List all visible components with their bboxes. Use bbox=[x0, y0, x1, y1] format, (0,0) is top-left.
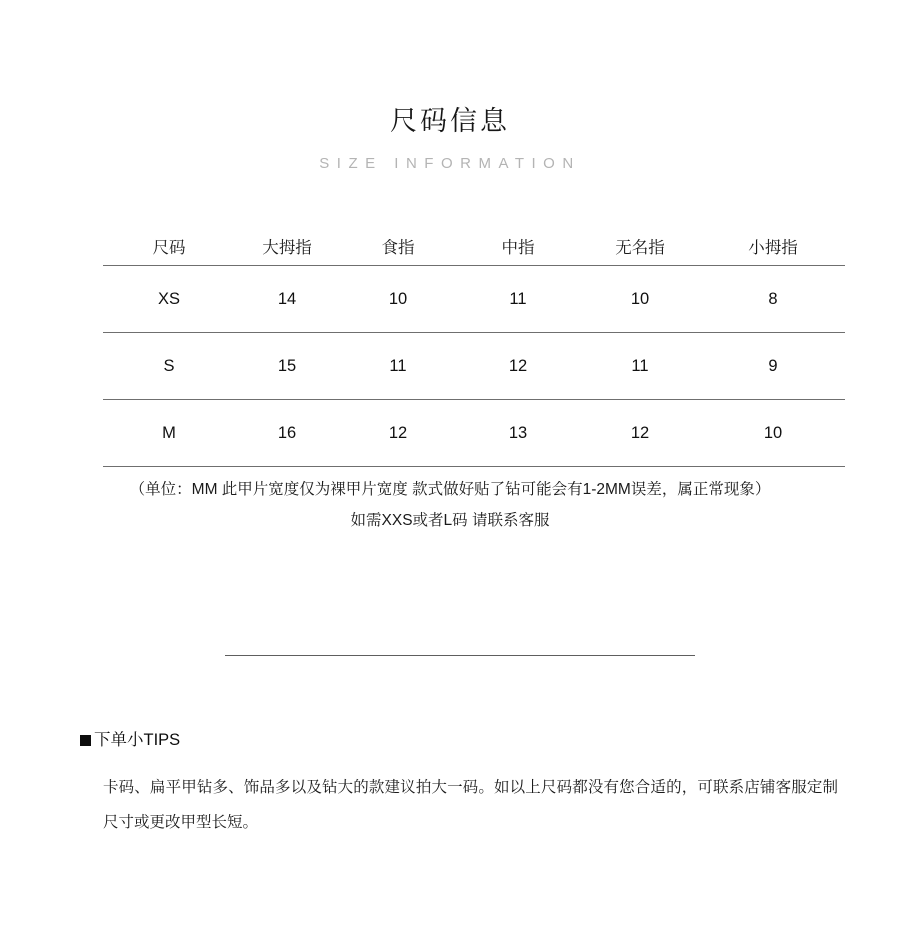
cell-middle-finger: 11 bbox=[509, 289, 527, 308]
cell-index-finger: 12 bbox=[388, 423, 408, 442]
cell-ring-finger: 10 bbox=[630, 289, 650, 308]
page-title: 尺码信息 bbox=[390, 106, 510, 136]
cell-pinky: 9 bbox=[768, 356, 778, 375]
size-table-body bbox=[103, 266, 845, 467]
column-header-thumb: 大拇指 bbox=[262, 238, 312, 257]
column-header-ring-finger: 无名指 bbox=[615, 238, 665, 257]
tips-heading-label: 下单小TIPS bbox=[94, 731, 181, 749]
column-header-index-finger: 食指 bbox=[381, 238, 415, 257]
tips-body-text: 卡码、扁平甲钻多、饰品多以及钻大的款建议拍大一码。如以上尺码都没有您合适的，可联系店铺客服定制尺寸或更改甲型长短。 bbox=[103, 779, 838, 831]
size-table bbox=[103, 226, 845, 467]
cell-thumb: 14 bbox=[277, 289, 297, 308]
cell-ring-finger: 12 bbox=[630, 423, 650, 442]
cell-index-finger: 10 bbox=[388, 289, 408, 308]
cell-index-finger: 11 bbox=[389, 356, 407, 375]
cell-pinky: 10 bbox=[763, 423, 783, 442]
cell-pinky: 8 bbox=[768, 289, 778, 308]
page-subtitle: SIZE INFORMATION bbox=[319, 155, 581, 172]
cell-ring-finger: 11 bbox=[631, 356, 649, 375]
column-header-size: 尺码 bbox=[152, 238, 186, 257]
note-custom-size-contact: 如需XXS或者L码 请联系客服 bbox=[350, 512, 550, 529]
cell-size: M bbox=[162, 423, 176, 442]
size-notes bbox=[0, 474, 900, 536]
table-row bbox=[103, 333, 845, 400]
tips-heading bbox=[80, 728, 860, 752]
table-row bbox=[103, 266, 845, 333]
cell-size: XS bbox=[157, 289, 180, 308]
size-table-container bbox=[103, 226, 845, 467]
size-table-head bbox=[103, 226, 845, 266]
table-row bbox=[103, 400, 845, 467]
table-header-row bbox=[103, 226, 845, 266]
cell-thumb: 16 bbox=[277, 423, 297, 442]
cell-thumb: 15 bbox=[277, 356, 297, 375]
section-divider bbox=[225, 655, 695, 656]
cell-middle-finger: 12 bbox=[508, 356, 528, 375]
column-header-middle-finger: 中指 bbox=[501, 238, 535, 257]
cell-size: S bbox=[163, 356, 175, 375]
cell-middle-finger: 13 bbox=[508, 423, 528, 442]
column-header-pinky: 小拇指 bbox=[748, 238, 798, 257]
square-bullet-icon bbox=[80, 735, 91, 746]
order-tips-section bbox=[80, 728, 860, 840]
page-heading bbox=[0, 104, 900, 174]
note-unit-tolerance: （单位：MM 此甲片宽度仅为裸甲片宽度 款式做好贴了钻可能会有1-2MM误差，属正常现象） bbox=[129, 481, 771, 498]
